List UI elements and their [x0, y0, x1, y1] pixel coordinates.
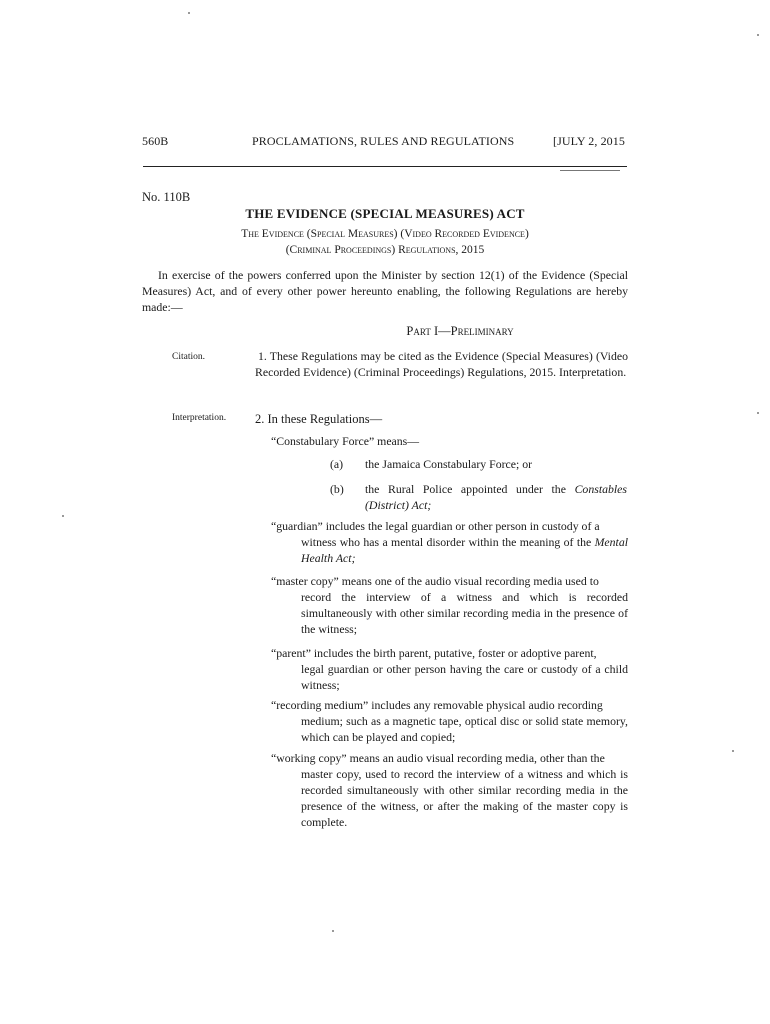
notice-number: No. 110B — [142, 190, 191, 204]
definition-guardian-first-line: “guardian” includes the legal guardian or other person in custody of a — [271, 519, 600, 533]
definition-parent-first-line: “parent” includes the birth parent, putative, foster or adoptive parent, — [271, 646, 597, 660]
scan-speck — [62, 515, 64, 517]
enacting-clause: In exercise of the powers conferred upon the Minister by section 12(1) of the Evidence (Special Measures) Act, and of every other power hereunto enabling, the following Regulations are hereby made:— — [142, 268, 628, 314]
definition-working-copy — [271, 750, 628, 830]
scan-speck — [732, 750, 734, 752]
paragraph-a-label: (a) — [330, 457, 344, 471]
act-title: THE EVIDENCE (SPECIAL MEASURES) ACT — [245, 206, 525, 221]
part-heading: Part I—Preliminary — [406, 324, 514, 338]
definition-working-copy-first-line: “working copy” means an audio visual recording media, other than the — [271, 751, 605, 765]
definition-parent — [271, 645, 628, 693]
page-number: 560B — [142, 134, 169, 148]
margin-note-interpretation: Interpretation. — [172, 413, 227, 423]
scan-speck — [332, 930, 334, 932]
scan-speck — [188, 12, 190, 14]
paragraph-b-act-name: Constables (District) Act; — [365, 482, 627, 512]
definition-recording-medium-body: medium; such as a magnetic tape, optical disc or solid state memory, which can be played and copied; — [301, 714, 628, 744]
definition-guardian-act-name: Mental Health Act; — [301, 535, 628, 565]
definition-recording-medium-first-line: “recording medium” includes any removable physical audio recording — [271, 698, 603, 712]
paragraph-b-body: the Rural Police appointed under the — [365, 482, 566, 496]
definition-master-copy-first-line: “master copy” means one of the audio visual recording media used to — [271, 574, 599, 588]
definition-master-copy — [271, 573, 628, 637]
scan-speck — [757, 412, 759, 414]
section-2-intro: 2. In these Regulations— — [255, 412, 383, 426]
regulations-title-line2: (Criminal Proceedings) Regulations, 2015 — [285, 244, 485, 256]
definition-working-copy-body: master copy, used to record the interview of a witness and which is recorded simultaneously with other similar recording media in the presence of the witness, or after the making of the master copy is complete. — [301, 767, 628, 829]
paragraph-b-text — [365, 481, 627, 513]
definition-guardian — [271, 518, 628, 566]
definition-master-copy-body: record the interview of a witness and which is recorded simultaneously with other similar recording media in the presence of the witness; — [301, 590, 628, 636]
definition-guardian-body: witness who has a mental disorder within the meaning of the — [301, 535, 592, 549]
definition-recording-medium — [271, 697, 628, 745]
page-date: [JULY 2, 2015 — [553, 134, 625, 148]
margin-note-citation: Citation. — [172, 352, 205, 362]
scan-speck — [757, 34, 759, 36]
paragraph-b-label: (b) — [330, 482, 344, 496]
header-rule — [143, 166, 627, 167]
paragraph-a-text: the Jamaica Constabulary Force; or — [365, 457, 533, 471]
definition-constabulary-force: “Constabulary Force” means— — [271, 434, 420, 448]
regulations-title-line1: The Evidence (Special Measures) (Video Recorded Evidence) — [241, 228, 529, 240]
running-head: PROCLAMATIONS, RULES AND REGULATIONS — [252, 134, 515, 148]
header-rule-fragment — [560, 170, 620, 171]
definition-parent-body: legal guardian or other person having the care or custody of a child witness; — [301, 662, 628, 692]
section-1-citation: 1. These Regulations may be cited as the Evidence (Special Measures) (Video Recorded Evidence) (Criminal Proceedings) Regulations, 2015. Interpretation. — [255, 349, 628, 379]
